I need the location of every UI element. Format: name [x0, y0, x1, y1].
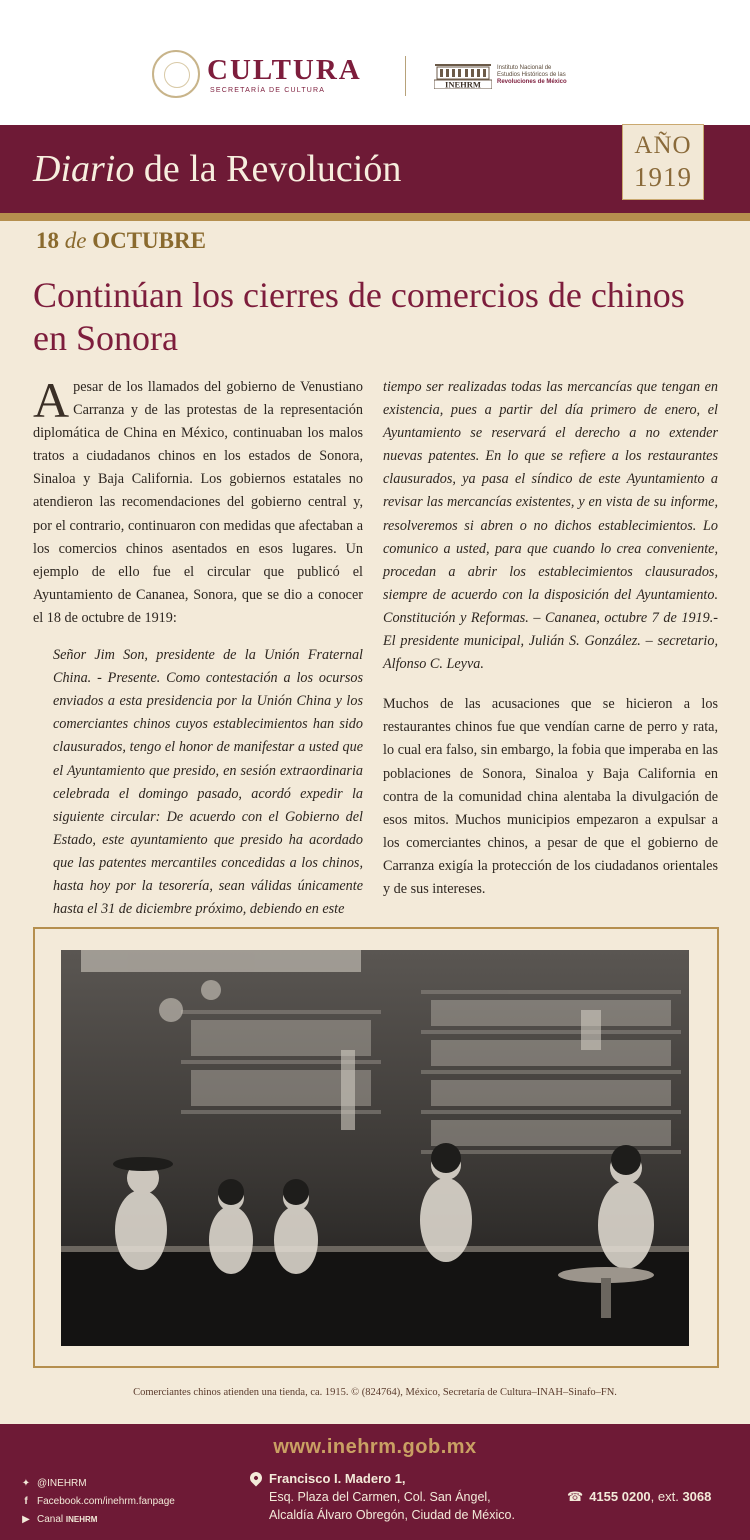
facebook-icon: f — [24, 1496, 28, 1507]
inehrm-building-icon — [434, 61, 492, 89]
article-column-left — [33, 372, 363, 921]
article-conclusion: Muchos de las acusaciones que se hicieron a los restaurantes chinos fue que vendían carne de perro y rata, lo cual era falso, sin embargo, la fobia que imperaba en las poblaciones de Sonora, Sinaloa y Baja California en contra de la comunidad china alentaba la divulgación de esos mitos. Muchos municipios empezaron a expulsar a los comerciantes chinos, a pesar de que el gobierno de Carranza exigía la protección de los ciudadanos orientales y de sus intereses. — [383, 696, 718, 897]
publication-title: Diario de la Revolución — [33, 148, 402, 190]
website-link[interactable]: www.inehrm.gob.mx — [273, 1436, 477, 1458]
postal-address: Francisco I. Madero 1, Esq. Plaza del Carmen, Col. San Ángel, Alcaldía Álvaro Obregón, Ciudad de México. — [269, 1471, 515, 1522]
photo-caption: Comerciantes chinos atienden una tienda, ca. 1915. © (824764), México, Secretaría de Cultura–INAH–Sinafo–FN. — [133, 1387, 617, 1398]
logo-divider — [405, 56, 406, 96]
quoted-circular-part1: Señor Jim Son, presidente de la Unión Fraternal China. - Presente. Como contestación a los ocursos enviados a esta presidencia por la Unión China y los comerciantes chinos cuyos establecimientos han sido clausurados, tengo el honor de manifestar a usted que el Ayuntamiento que presido, en sesión extraordinaria celebrada el domingo pasado, acordó expedir la siguiente circular: De acuerdo con el Gobierno del Estado, este ayuntamiento que presido ha acordado que las patentes mercantiles concedidas a los chinos, hasta hoy por la tesorería, sean válidas únicamente hasta el 31 de diciembre próximo, debiendo en este — [53, 647, 363, 918]
article-date: 18 de OCTUBRE — [36, 228, 206, 253]
phone-icon: ☎ — [567, 1489, 584, 1504]
phone-contact[interactable]: ☎ 4155 0200, ext. 3068 — [567, 1489, 712, 1504]
youtube-icon: ▶ — [22, 1514, 30, 1525]
twitter-icon: ✦ — [21, 1478, 31, 1489]
article-intro: Apesar de los llamados del gobierno de Venustiano Carranza y de las protestas de la representación diplomática de China en México, continuaban los malos tratos a ciudadanos chinos en los estados de Sonora, Sinaloa y Baja California. Los gobiernos estatales no atendieron las recomendaciones del gobierno central y, por el contrario, continuaron con medidas que afectaban a los comercios chinos asentados en esos lugares. Un ejemplo de ello fue el circular que publicó el Ayuntamiento de Cananea, Sonora, que se dio a conocer el 18 de octubre de 1919: — [33, 372, 363, 626]
top-header — [0, 0, 750, 125]
inehrm-name: Instituto Nacional de Estudios Históricos de las Revoluciones de México — [497, 65, 567, 85]
year-value: 1919 — [634, 162, 692, 192]
cultura-logo-subtitle: SECRETARÍA DE CULTURA — [210, 87, 326, 94]
inehrm-acronym: INEHRM — [445, 79, 481, 89]
twitter-link[interactable]: ✦ @INEHRM — [20, 1475, 175, 1493]
dropcap: A — [33, 372, 70, 428]
youtube-link[interactable]: ▶ Canal INEHRM — [20, 1511, 175, 1529]
article-headline: Continúan los cierres de comercios de chinos en Sonora — [33, 275, 685, 358]
historical-photo — [61, 950, 689, 1346]
store-photo-illustration — [61, 950, 689, 1346]
title-band-accent — [0, 213, 750, 221]
cultura-logo: CULTURA — [207, 54, 362, 86]
national-seal-icon — [152, 50, 200, 98]
quoted-circular-part2: tiempo ser realizadas todas las mercancías que tengan en existencia, pues a partir del día primero de enero, el Ayuntamiento se reservará el derecho a no extender nuevas patentes. En lo que se refiere a los restaurantes clausurados, ya pasa el síndico de este Ayuntamiento a revisar las mercancías existentes, y en vista de su informe, resolveremos si abren o no dichos establecimientos. Lo comunico a usted, para que cuando lo crea conveniente, procedan a abrir los establecimientos clausurados, siempre de acuerdo con la disposición del Ayuntamiento. Constitución y Reformas. – Cananea, octubre 7 de 1919.- El presidente municipal, Julián S. González. – secretario, Alfonso C. Leyva. — [383, 379, 718, 673]
article-column-right — [383, 376, 718, 901]
facebook-link[interactable]: f Facebook.com/inehrm.fanpage — [20, 1493, 175, 1511]
year-label: AÑO — [634, 132, 692, 159]
social-links — [20, 1475, 175, 1529]
year-box — [622, 124, 704, 200]
